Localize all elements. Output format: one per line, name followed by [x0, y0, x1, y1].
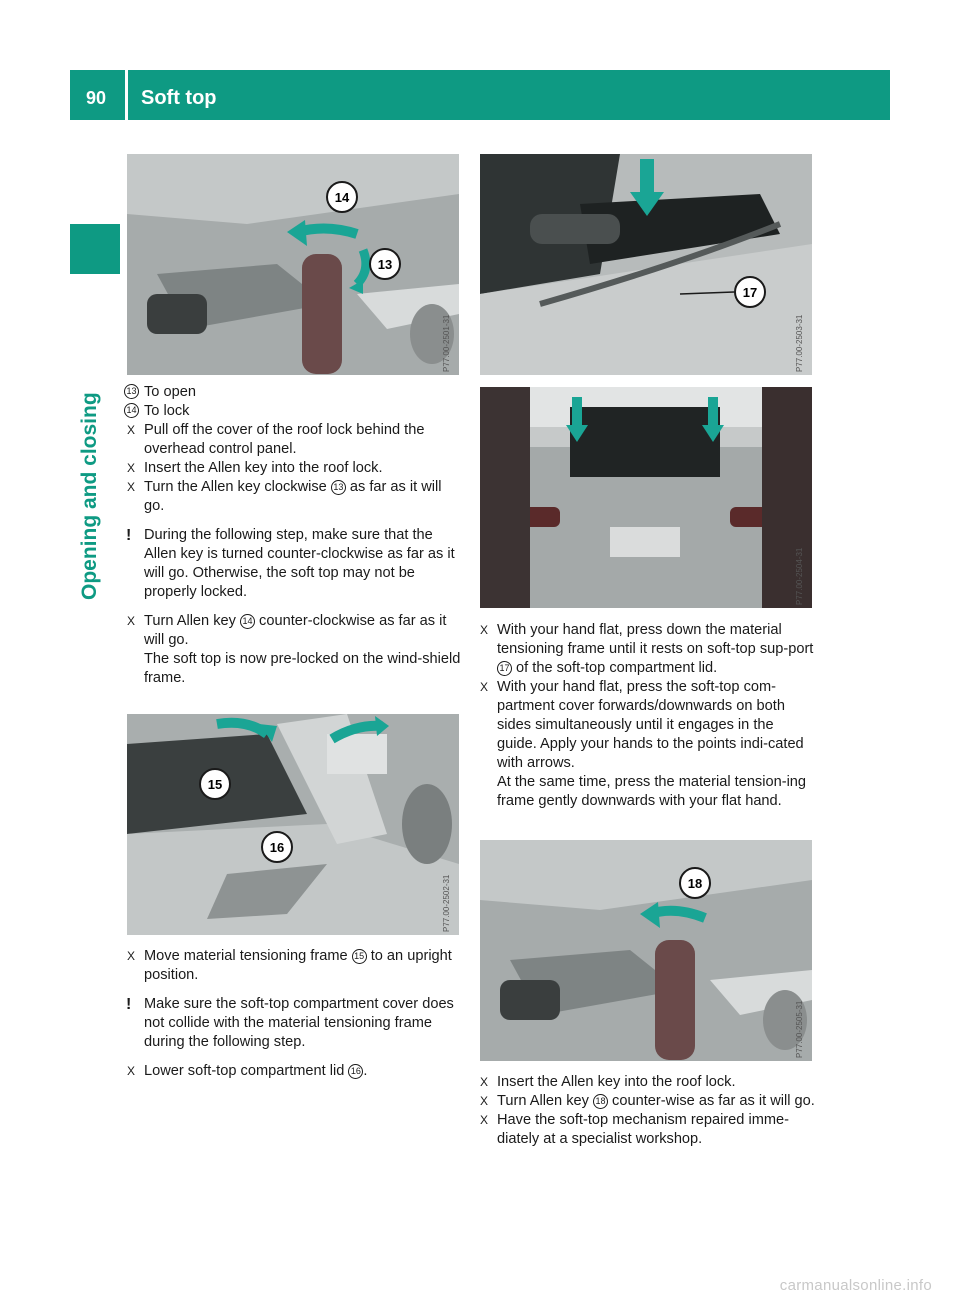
- callout-13: 13: [377, 257, 393, 272]
- step: X Have the soft-top mechanism repaired imme-diately at a specialist workshop.: [480, 1112, 789, 1147]
- step: X Move material tensioning frame 15 to an upright position.: [127, 948, 452, 983]
- legend-item: 13 To open: [127, 383, 462, 402]
- illustration-roof-lock-counter: [480, 840, 812, 1061]
- illustration-rear-view: [480, 387, 812, 608]
- step: X Pull off the cover of the roof lock behind the overhead control panel.: [127, 422, 425, 457]
- step: X Turn the Allen key clockwise 13 as far as it will go.: [127, 479, 442, 514]
- left-column-text-1: [127, 383, 462, 688]
- illustration-roof-lock: [127, 154, 459, 375]
- step: X Turn Allen key 14 counter-clockwise as far as it will go. The soft top is now pre-locked on the wind-shield frame.: [127, 613, 461, 686]
- image-code: P77.00-2503-31: [795, 314, 804, 372]
- image-code: P77.00-2501-31: [442, 314, 451, 372]
- section-marker: [70, 224, 120, 274]
- section-label: Opening and closing: [78, 392, 101, 600]
- watermark: carmanualsonline.info: [779, 1277, 932, 1294]
- right-column-text-2: [480, 1073, 815, 1149]
- callout-18: 18: [687, 876, 703, 891]
- warning-note: ! During the following step, make sure that the Allen key is turned counter-clockwise as far as it will go. Otherwise, the soft top may not be properly locked.: [126, 527, 455, 600]
- right-column-text-1: [480, 621, 815, 811]
- page-number: 90: [86, 88, 107, 108]
- illustration-tensioning-frame: [127, 714, 459, 935]
- illustration-soft-top-support: [480, 154, 812, 375]
- step: X With your hand flat, press the soft-top com-partment cover forwards/downwards on both sides simultaneously until it engages in the guide. Apply your hands to the points indi-cated with arrows. At the same time, press the material tension-ing frame gently downwards with your flat hand.: [480, 679, 807, 809]
- callout-17: 17: [742, 285, 758, 300]
- left-column-text-2: [127, 947, 462, 1081]
- warning-note: ! Make sure the soft-top compartment cover does not collide with the material tensioning frame during the following step.: [126, 996, 454, 1050]
- step: X Lower soft-top compartment lid 16 .: [127, 1063, 368, 1079]
- image-code: P77.00-2502-31: [442, 874, 451, 932]
- legend-item: 14 To lock: [127, 402, 462, 421]
- step: X Turn Allen key 18 counter-wise as far as it will go.: [480, 1093, 815, 1109]
- image-code: P77.00-2504-31: [795, 547, 804, 605]
- step: X Insert the Allen key into the roof lock.: [127, 460, 383, 476]
- callout-15: 15: [207, 777, 223, 792]
- callout-16: 16: [269, 840, 285, 855]
- callout-14: 14: [334, 190, 350, 205]
- page-title: Soft top: [141, 87, 217, 109]
- image-code: P77.00-2505-31: [795, 1000, 804, 1058]
- step: X With your hand flat, press down the material tensioning frame until it rests on soft-top sup-port 17 of the soft-top compartment lid.: [480, 622, 814, 676]
- header-divider: [125, 70, 128, 120]
- step: X Insert the Allen key into the roof lock.: [480, 1074, 736, 1090]
